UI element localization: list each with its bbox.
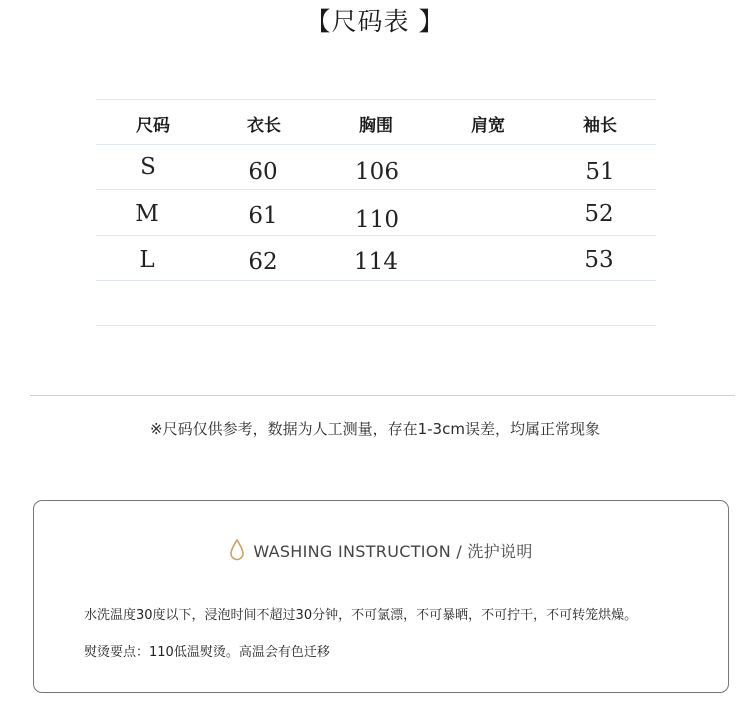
table-cell-chest: 110 [355,207,399,233]
table-rule [96,325,656,326]
section-divider [30,395,735,396]
table-cell-sleeve: 53 [584,247,614,273]
table-cell-size: M [135,201,159,227]
table-cell-chest: 114 [354,249,398,275]
table-cell-chest: 106 [355,159,399,185]
table-rule [96,189,656,190]
ironing-instruction-text: 熨烫要点：110低温熨烫。高温会有色迁移 [84,645,330,660]
table-rule [96,235,656,236]
size-chart-title: 【尺码表 】 [305,7,445,36]
table-rule [96,99,656,100]
header-length: 衣长 [247,116,281,136]
washing-instruction-box [33,500,729,693]
table-cell-sleeve: 51 [585,159,615,185]
measurement-note: ※尺码仅供参考，数据为人工测量，存在1-3cm误差，均属正常现象 [150,420,600,438]
washing-title-text: WASHING INSTRUCTION / 洗护说明 [253,542,533,561]
table-rule [96,144,656,145]
table-cell-length: 62 [248,249,278,275]
header-size: 尺码 [136,116,170,136]
table-cell-size: S [140,154,156,180]
header-sleeve: 袖长 [583,116,617,136]
washing-instruction-text: 水洗温度30度以下，浸泡时间不超过30分钟，不可氯漂，不可暴晒，不可拧干，不可转笼烘燥。 [84,608,638,623]
header-shoulder: 肩宽 [471,116,505,136]
table-cell-size: L [139,247,155,273]
header-chest: 胸围 [359,116,393,136]
table-cell-length: 60 [248,159,278,185]
washing-title [34,539,728,565]
table-cell-length: 61 [248,203,278,229]
table-rule [96,280,656,281]
water-drop-icon [229,539,245,565]
table-cell-sleeve: 52 [584,201,614,227]
